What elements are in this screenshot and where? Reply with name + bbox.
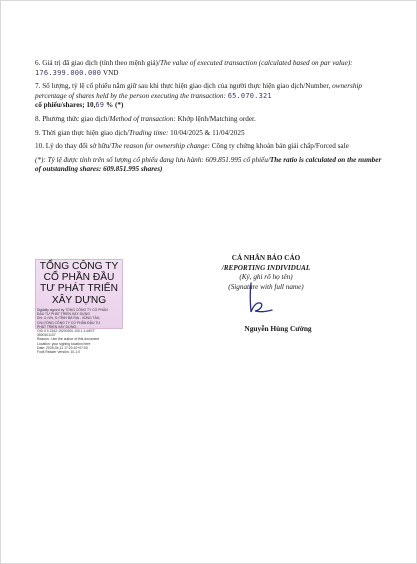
stamp-detail-line: Digitally signed by TỔNG CÔNG TY CỔ PHẦN: [37, 308, 108, 312]
footnote: [35, 156, 385, 175]
item-7-label-en: ownership percentage of shares held by the person executing the transaction:: [35, 82, 363, 100]
item-8-label-en: Method of transaction:: [109, 114, 176, 123]
item-10: [35, 142, 385, 152]
item-9-value: 10/04/2025 & 11/04/2025: [170, 128, 245, 137]
item-8-value: Khớp lệnh/Matching order.: [177, 114, 256, 123]
item-6-label-en: The value of executed transaction (calculated based on par value):: [159, 59, 353, 67]
stamp-detail-line: OID.0.9.2342.19200300.100.1.1=MST:: [37, 329, 96, 334]
item-9-label-vi: 9. Thời gian thực hiện giao dịch/: [35, 128, 129, 137]
sign-instruction-en: (Signature with full name): [228, 282, 304, 291]
item-7-percent-suffix: % (*): [106, 101, 124, 110]
stamp-detail-line: Date: 2025-04-11 17:23:10+07:00: [37, 345, 88, 350]
item-7: [35, 82, 385, 111]
item-10-label-vi: 10. Lý do thay đổi sở hữu/: [35, 142, 112, 151]
item-7-label-vi: 7. Số lượng, tỷ lệ cổ phiếu nắm giữ sau khi thực hiện giao dịch của người thực hiện giao dịch/Number,: [35, 82, 331, 91]
stamp-detail-line: CN=TỔNG CÔNG TY CỔ PHẦN ĐẦU TƯ: [37, 320, 101, 325]
signatory-title-vi: CÁ NHÂN BÁO CÁO: [231, 254, 301, 262]
item-6: [35, 59, 385, 78]
footnote-vi: (*): Tỷ lệ được tính trên số lượng cổ phiếu đang lưu hành: 609.851.995 cổ phiếu/: [35, 155, 270, 164]
item-7-shares-value: 65.070.321: [227, 91, 272, 100]
stamp-detail-line: PHÁT TRIỂN XÂY DỰNG,: [37, 324, 78, 329]
stamp-detail-line: Foxit Reader Version: 10.1.0: [37, 350, 80, 355]
handwritten-signature: [241, 281, 281, 315]
company-stamp-title: TỔNG CÔNG TY CỔ PHẦN ĐẦU TƯ PHÁT TRIỂN XÂY DỰNG: [39, 261, 119, 306]
item-8-label-vi: 8. Phương thức giao dịch/: [35, 114, 110, 123]
item-6-label-vi: 6. Giá trị đã giao dịch (tính theo mệnh giá)/: [35, 59, 160, 67]
item-6-value: 176.399.000.000: [35, 68, 102, 77]
item-9-label-en: Trading time:: [129, 128, 169, 137]
item-8: [35, 115, 385, 125]
item-7-shares-label: cổ phiếu/shares; 10,: [35, 101, 96, 110]
item-10-value: Công ty chứng khoán bán giải chấp/Forced sale: [211, 142, 349, 151]
report-body: [35, 59, 385, 179]
footnote-en: The ratio is calculated on the number of outstanding shares: 609.851.995 shares): [35, 155, 382, 174]
stamp-detail-line: 3500101107: [37, 333, 56, 338]
item-7-percent-value: 69: [95, 101, 105, 110]
stamp-detail-line: DN: C=VN, S=TỈNH BÀ RỊA - VŨNG TÀU,: [37, 316, 101, 321]
stamp-detail-line: Reason: I am the author of this document: [37, 337, 100, 342]
stamp-detail-line: Location: your signing location here: [37, 341, 91, 346]
sign-instruction-vi: (Ký, ghi rõ họ tên): [239, 273, 293, 282]
signatory-title-en: /REPORTING INDIVIDUAL: [221, 263, 311, 272]
item-9: [35, 129, 385, 139]
item-6-unit: VND: [102, 68, 119, 77]
item-10-label-en: The reason for ownership change:: [111, 142, 210, 151]
signer-name: Nguyễn Hùng Cường: [244, 324, 312, 333]
digital-signature-details: [37, 308, 121, 354]
stamp-detail-line: ĐẦU TƯ PHÁT TRIỂN XÂY DỰNG: [37, 312, 91, 317]
